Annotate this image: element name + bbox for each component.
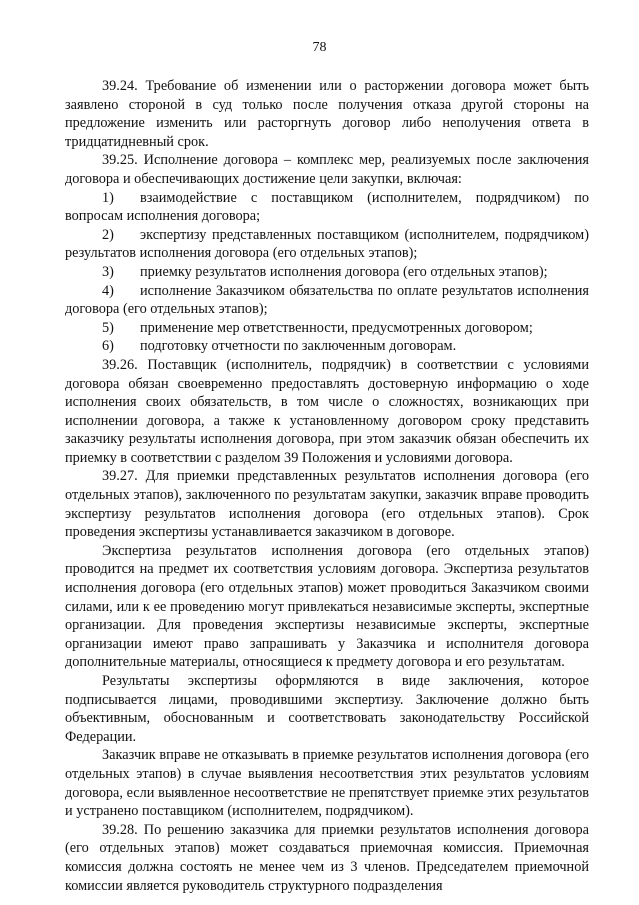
list-item — [65, 319, 589, 338]
list-item-number: 3) — [102, 263, 114, 280]
paragraph: 39.25. Исполнение договора – комплекс мер, реализуемых после заключения договора и обеспечивающих достижение цели закупки, включая: — [65, 152, 589, 187]
list-item-number: 6) — [102, 338, 114, 355]
list-item — [65, 282, 589, 319]
list-item-text: подготовку отчетности по заключенным договорам. — [140, 338, 457, 355]
list-item — [65, 337, 589, 356]
page-number: 78 — [312, 40, 327, 55]
paragraph: 39.28. По решению заказчика для приемки результатов исполнения договора (его отдельных этапов) может создаваться приемочная комиссия. Приемочная комиссия должна состоять не менее чем из 3 членов. Председателем приемочной комиссии является руководитель структурного подразделения — [65, 821, 589, 894]
paragraph: Экспертиза результатов исполнения договора (его отдельных этапов) проводится на предмет их соответствия условиям договора. Экспертиза результатов исполнения договора (его отдельных этапов) может проводиться Заказчиком своими силами, или к ее проведению могут привлекаться независимые эксперты, экспертные организации. Для проведения экспертизы независимые эксперты, экспертные организации имеют право запрашивать у Заказчика и исполнителя договора дополнительные материалы, относящиеся к предмету договора и его результатам. — [65, 542, 589, 671]
list-item-text: исполнение Заказчиком обязательства по оплате результатов исполнения договора (его отдельных этапов); — [65, 282, 589, 318]
paragraph: 39.24. Требование об изменении или о расторжении договора может быть заявлено стороной в суд только после получения отказа другой стороны на предложение изменить или расторгнуть договор либо неполучения ответа в тридцатидневный срок. — [65, 78, 589, 150]
list-item — [65, 226, 589, 263]
paragraph: 39.26. Поставщик (исполнитель, подрядчик) в соответствии с условиями договора обязан своевременно предоставлять достоверную информацию о ходе исполнения своих обязательств, в том числе о сложностях, возникающих при исполнении договора, а также к установленному договором сроку представить заказчику результаты исполнения договора, при этом заказчик обязан обеспечить их приемку в соответствии с разделом 39 Положения и условиями договора. — [65, 356, 589, 466]
list-item-text: экспертизу представленных поставщиком (исполнителем, подрядчиком) результатов исполнения договора (его отдельных этапов); — [65, 226, 589, 262]
list-item-number: 5) — [102, 319, 114, 336]
list-item — [65, 263, 589, 282]
list-item-number: 2) — [102, 226, 114, 243]
paragraph: 39.27. Для приемки представленных результатов исполнения договора (его отдельных этапов), заключенного по результатам закупки, заказчик вправе проводить экспертизу результатов исполнения договора (его отдельных этапов). Срок проведения экспертизы устанавливается заказчиком в договоре. — [65, 468, 589, 541]
list-item-text: приемку результатов исполнения договора (его отдельных этапов); — [140, 263, 548, 280]
paragraph: Заказчик вправе не отказывать в приемке результатов исполнения договора (его отдельных этапов) в случае выявления несоответствия этих результатов условиям договора, если выявленное несоответствие не препятствует приемке этих результатов и устранено поставщиком (исполнителем, подрядчиком). — [65, 747, 589, 820]
paragraph: Результаты экспертизы оформляются в виде заключения, которое подписывается лицами, проводившими экспертизу. Заключение должно быть объективным, обоснованным и соответствовать законодательству Российской Федерации. — [65, 673, 589, 745]
list-item-text: применение мер ответственности, предусмотренных договором; — [140, 319, 533, 336]
list-item-text: взаимодействие с поставщиком (исполнителем, подрядчиком) по вопросам исполнения договора; — [65, 189, 589, 225]
list-item — [65, 189, 589, 226]
list-item-number: 1) — [102, 189, 114, 206]
document-body — [65, 77, 589, 895]
list-item-number: 4) — [102, 282, 114, 299]
